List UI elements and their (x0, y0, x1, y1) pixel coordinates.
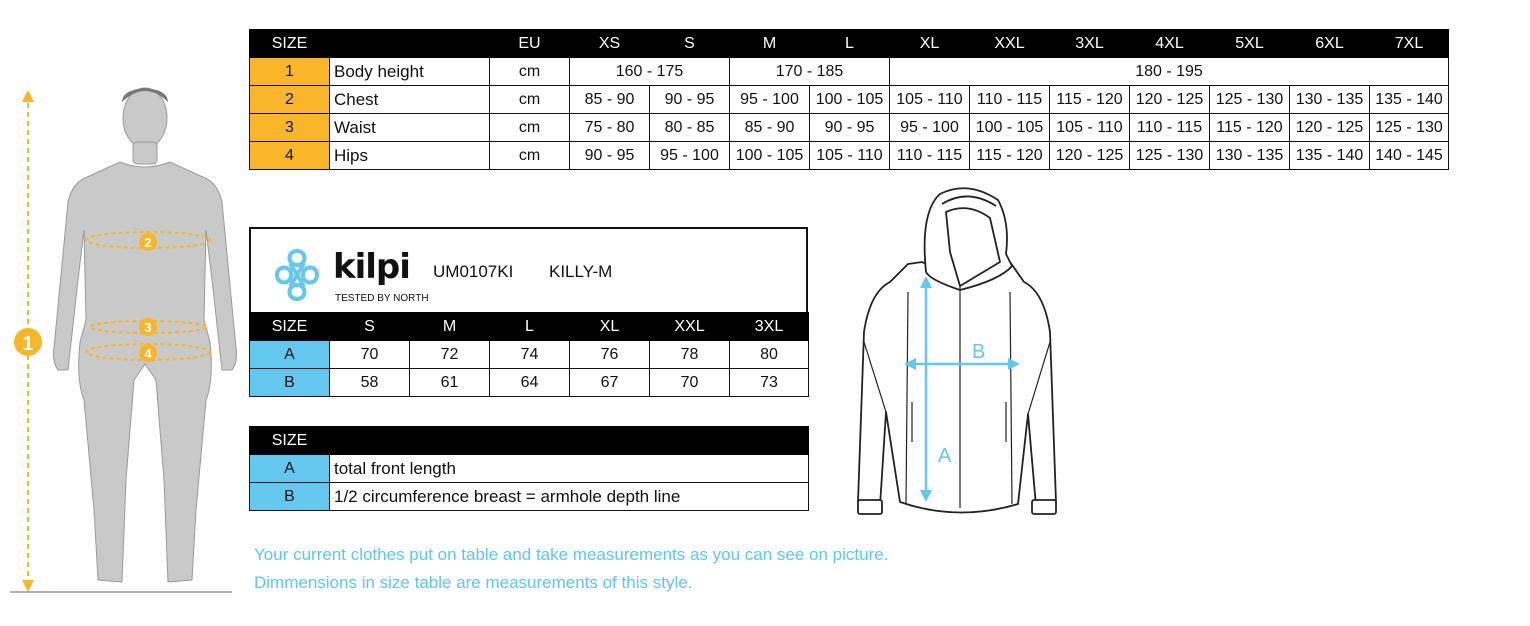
value-cell: 140 - 145 (1370, 142, 1449, 170)
unit-cell: cm (490, 114, 570, 142)
value-cell: 64 (490, 369, 570, 397)
size-header-cell: L (810, 30, 890, 58)
measurement-name: Body height (330, 58, 490, 86)
product-header-cell: XL (570, 313, 650, 341)
value-cell: 73 (730, 369, 809, 397)
size-table (249, 29, 1449, 170)
table-row (250, 341, 809, 369)
value-cell: 110 - 115 (890, 142, 970, 170)
body-measurement-figure (0, 80, 245, 600)
measurement-name: Chest (330, 86, 490, 114)
legend-header-cell: SIZE (250, 427, 330, 455)
size-header-cell: 6XL (1290, 30, 1370, 58)
product-header-cell: SIZE (250, 313, 330, 341)
breast-marker: B (972, 341, 986, 363)
legend-table (249, 426, 809, 511)
product-name: KILLY-M (549, 262, 613, 281)
value-cell: 170 - 185 (730, 58, 890, 86)
size-table-header (250, 30, 1449, 58)
value-cell: 70 (650, 369, 730, 397)
value-cell: 135 - 140 (1370, 86, 1449, 114)
value-cell: 80 - 85 (650, 114, 730, 142)
value-cell: 90 - 95 (810, 114, 890, 142)
value-cell: 115 - 120 (1210, 114, 1290, 142)
value-cell: 120 - 125 (1050, 142, 1130, 170)
size-header-cell: 4XL (1130, 30, 1210, 58)
product-header-cell: XXL (650, 313, 730, 341)
size-header-cell (330, 30, 490, 58)
value-cell: 130 - 135 (1210, 142, 1290, 170)
value-cell: 115 - 120 (1050, 86, 1130, 114)
legend-description: total front length (330, 455, 809, 483)
value-cell: 105 - 110 (1050, 114, 1130, 142)
legend-description: 1/2 circumference breast = armhole depth line (330, 483, 809, 511)
value-cell: 58 (330, 369, 410, 397)
value-cell: 80 (730, 341, 809, 369)
size-header-cell: M (730, 30, 810, 58)
size-header-cell: XXL (970, 30, 1050, 58)
instruction-note: Your current clothes put on table and take measurements as you can see on picture. (254, 545, 889, 564)
size-header-cell: EU (490, 30, 570, 58)
product-header-cell: M (410, 313, 490, 341)
value-cell: 78 (650, 341, 730, 369)
value-cell: 105 - 110 (810, 142, 890, 170)
value-cell: 85 - 90 (570, 86, 650, 114)
size-header-cell: 5XL (1210, 30, 1290, 58)
table-row (250, 114, 1449, 142)
measurement-name: Hips (330, 142, 490, 170)
instruction-note: Dimmensions in size table are measurements of this style. (254, 573, 693, 592)
value-cell: 95 - 100 (650, 142, 730, 170)
table-row (250, 58, 1449, 86)
value-cell: 75 - 80 (570, 114, 650, 142)
length-marker: A (938, 445, 952, 467)
value-cell: 74 (490, 341, 570, 369)
size-header-cell: 7XL (1370, 30, 1449, 58)
size-header-cell: 3XL (1050, 30, 1130, 58)
brand-tagline: TESTED BY NORTH (335, 293, 429, 304)
row-label: A (250, 341, 330, 369)
value-cell: 115 - 120 (970, 142, 1050, 170)
size-header-cell: XL (890, 30, 970, 58)
row-number: 3 (250, 114, 330, 142)
row-number: 1 (250, 58, 330, 86)
chest-marker: 2 (144, 235, 152, 250)
value-cell: 180 - 195 (890, 58, 1449, 86)
product-header-cell: S (330, 313, 410, 341)
row-number: 4 (250, 142, 330, 170)
jacket-measurement-figure (850, 182, 1065, 534)
table-row (250, 369, 809, 397)
row-label: A (250, 455, 330, 483)
value-cell: 95 - 100 (890, 114, 970, 142)
size-header-cell: SIZE (250, 30, 330, 58)
unit-cell: cm (490, 58, 570, 86)
row-number: 2 (250, 86, 330, 114)
product-size-table (249, 312, 809, 397)
value-cell: 72 (410, 341, 490, 369)
value-cell: 70 (330, 341, 410, 369)
table-row (250, 142, 1449, 170)
value-cell: 90 - 95 (650, 86, 730, 114)
legend-header-blank (330, 427, 809, 455)
value-cell: 160 - 175 (570, 58, 730, 86)
size-header-cell: S (650, 30, 730, 58)
value-cell: 130 - 135 (1290, 86, 1370, 114)
value-cell: 67 (570, 369, 650, 397)
row-label: B (250, 483, 330, 511)
measurement-name: Waist (330, 114, 490, 142)
value-cell: 100 - 105 (730, 142, 810, 170)
unit-cell: cm (490, 142, 570, 170)
value-cell: 120 - 125 (1290, 114, 1370, 142)
hips-marker: 4 (144, 346, 152, 361)
size-header-cell: XS (570, 30, 650, 58)
table-row (250, 483, 809, 511)
row-label: B (250, 369, 330, 397)
product-header (249, 227, 808, 313)
product-code: UM0107KI (433, 262, 514, 281)
value-cell: 76 (570, 341, 650, 369)
kilpi-logo-icon (273, 247, 321, 303)
value-cell: 100 - 105 (810, 86, 890, 114)
value-cell: 120 - 125 (1130, 86, 1210, 114)
value-cell: 125 - 130 (1210, 86, 1290, 114)
value-cell: 110 - 115 (970, 86, 1050, 114)
table-row (250, 86, 1449, 114)
value-cell: 90 - 95 (570, 142, 650, 170)
height-marker: 1 (22, 333, 34, 355)
value-cell: 135 - 140 (1290, 142, 1370, 170)
value-cell: 95 - 100 (730, 86, 810, 114)
table-row (250, 455, 809, 483)
value-cell: 100 - 105 (970, 114, 1050, 142)
value-cell: 105 - 110 (890, 86, 970, 114)
waist-marker: 3 (144, 320, 152, 335)
product-header-cell: 3XL (730, 313, 809, 341)
product-header-cell: L (490, 313, 570, 341)
value-cell: 110 - 115 (1130, 114, 1210, 142)
product-table-header (250, 313, 809, 341)
value-cell: 85 - 90 (730, 114, 810, 142)
legend-table-header (250, 427, 809, 455)
value-cell: 125 - 130 (1130, 142, 1210, 170)
unit-cell: cm (490, 86, 570, 114)
value-cell: 61 (410, 369, 490, 397)
brand-name: kilpi (333, 247, 410, 287)
value-cell: 125 - 130 (1370, 114, 1449, 142)
